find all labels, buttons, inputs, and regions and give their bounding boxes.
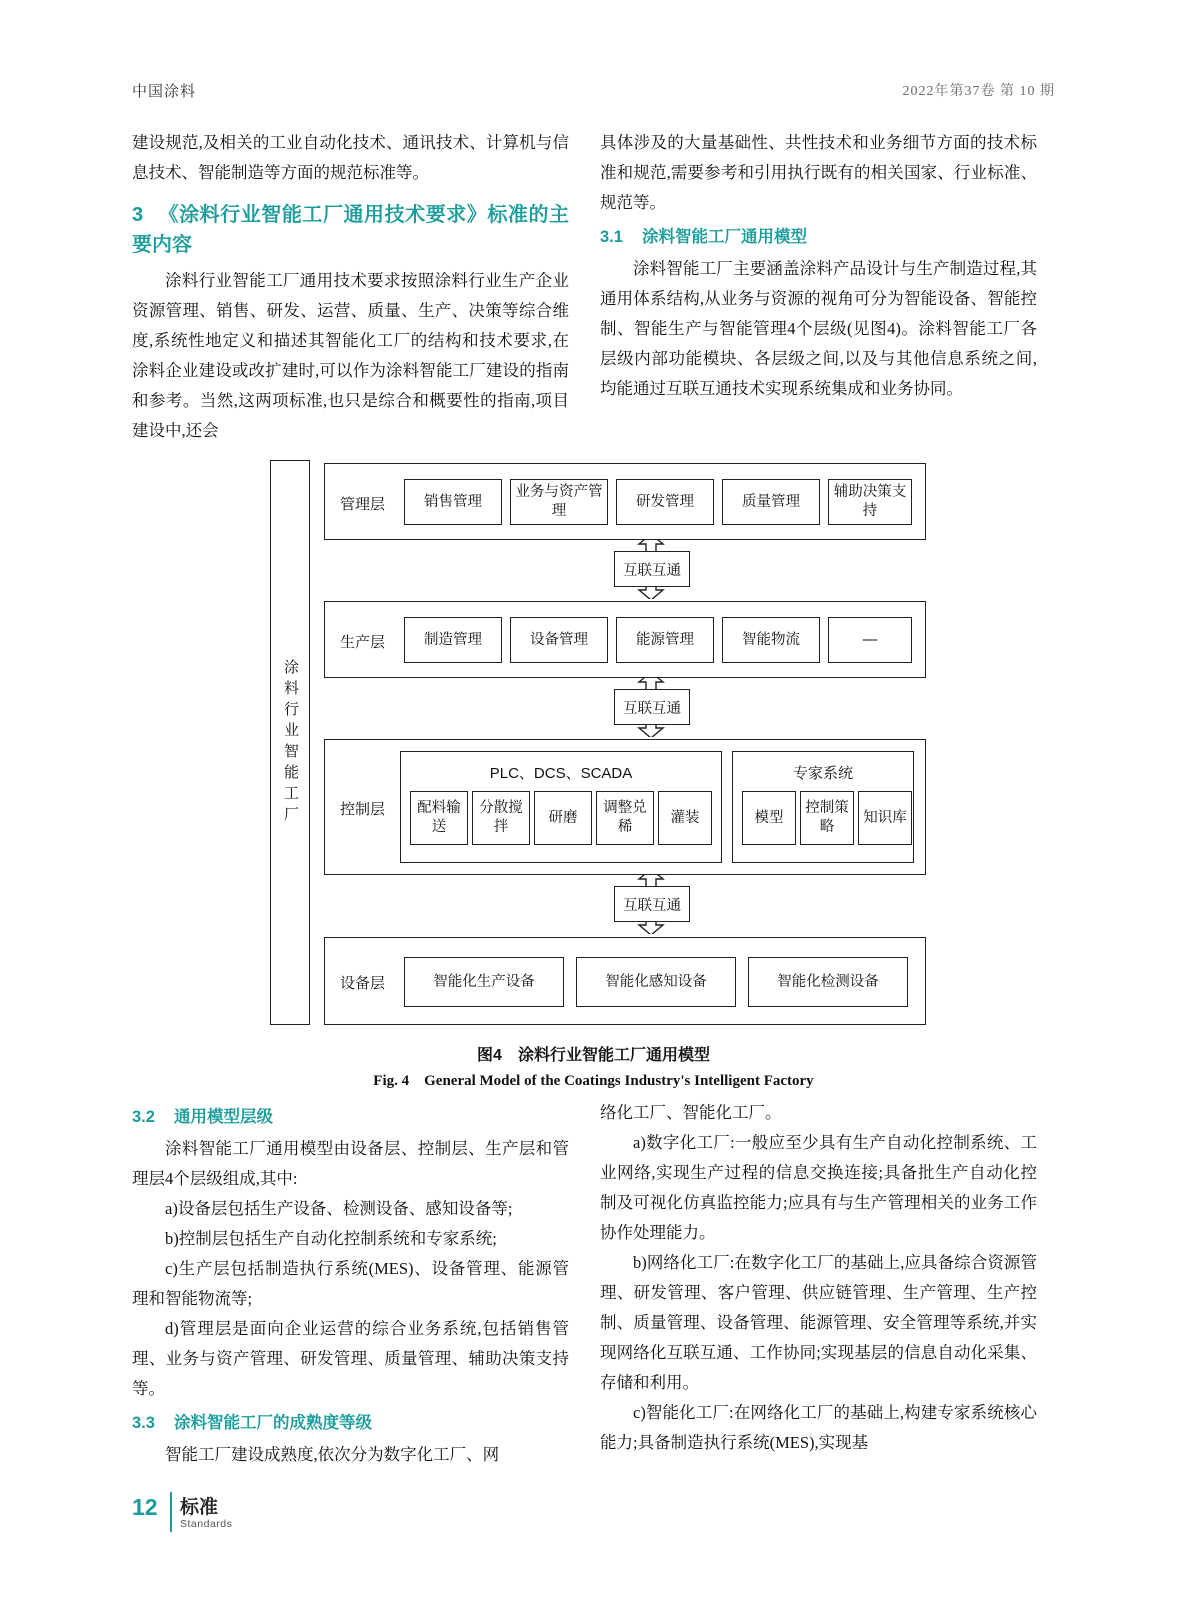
cell-management-1: 业务与资产管理	[510, 479, 608, 525]
cell-device-0: 智能化生产设备	[404, 957, 564, 1007]
bl-para-3: b)控制层包括生产自动化控制系统和专家系统;	[165, 1229, 497, 1248]
layer-control-label: 控制层	[340, 801, 386, 818]
figure-diagram	[132, 455, 1055, 1035]
cell-control-expert-0: 模型	[742, 791, 796, 845]
heading-3-2-text: 通用模型层级	[174, 1108, 273, 1126]
br-para-1: 络化工厂、智能化工厂。	[600, 1103, 782, 1122]
connector-label-2: 互联互通	[614, 689, 690, 725]
layer-management-label: 管理层	[340, 496, 386, 513]
figure-caption-cn: 图4 涂料行业智能工厂通用模型	[477, 1047, 710, 1064]
cell-control-plc-3: 调整兑稀	[596, 791, 654, 845]
figure-4	[132, 455, 1055, 1089]
heading-3-number: 3	[132, 204, 144, 226]
br-para-2: a)数字化工厂:一般应至少具有生产自动化控制系统、工业网络,实现生产过程的信息交换连接;具备批生产自动化控制及可视化仿真监控能力;应具有与生产管理相关的业务工作协作处理能力。	[600, 1133, 1037, 1242]
cell-device-1: 智能化感知设备	[576, 957, 736, 1007]
running-head	[132, 80, 1055, 114]
control-group-expert-title: 专家系统	[792, 765, 853, 782]
bl-para-2: a)设备层包括生产设备、检测设备、感知设备等;	[165, 1199, 513, 1218]
cell-production-2: 能源管理	[616, 617, 714, 663]
cell-production-0: 制造管理	[404, 617, 502, 663]
heading-3-1-number: 3.1	[600, 228, 623, 246]
right-para-2: 涂料智能工厂主要涵盖涂料产品设计与生产制造过程,其通用体系结构,从业务与资源的视角可分为智能设备、智能控制、智能生产与智能管理4个层级(见图4)。涂料智能工厂各层级内部功能模块、各层级之间,以及与其他信息系统之间,均能通过互联互通技术实现系统集成和业务协同。	[600, 259, 1037, 398]
vertical-band-intelligent-factory	[270, 460, 310, 1025]
heading-3-1	[600, 222, 1037, 252]
left-para-2: 涂料行业智能工厂通用技术要求按照涂料行业生产企业资源管理、销售、研发、运营、质量、生产、决策等综合维度,系统性地定义和描述其智能化工厂的结构和技术要求,在涂料企业建设或改扩建时,可以作为涂料智能工厂建设的指南和参考。当然,这两项标准,也只是综合和概要性的指南,项目建设中,还会	[132, 271, 569, 440]
cell-management-2: 研发管理	[616, 479, 714, 525]
cell-device-2: 智能化检测设备	[748, 957, 908, 1007]
heading-3	[132, 200, 569, 260]
cell-control-plc-2: 研磨	[534, 791, 592, 845]
left-column-bottom	[132, 1098, 569, 1470]
cell-production-4: —	[828, 617, 912, 663]
footer-section-cn: 标准	[180, 1497, 219, 1518]
left-para-1: 建设规范,及相关的工业自动化技术、通讯技术、计算机与信息技术、智能制造等方面的规范标准等。	[132, 133, 569, 182]
cell-control-plc-4: 灌装	[658, 791, 712, 845]
cell-production-1: 设备管理	[510, 617, 608, 663]
journal-name: 中国涂料	[132, 84, 197, 100]
control-group-plc-title: PLC、DCS、SCADA	[489, 765, 633, 782]
vertical-band-label: 涂料行业智能工厂	[282, 658, 299, 827]
cell-management-4: 辅助决策支持	[828, 479, 912, 525]
heading-3-1-text: 涂料智能工厂通用模型	[642, 228, 807, 246]
issue-info: 2022年第37卷 第 10 期	[902, 84, 1055, 99]
bl-para-6: 智能工厂建设成熟度,依次分为数字化工厂、网	[165, 1445, 500, 1464]
cell-control-plc-1: 分散搅拌	[472, 791, 530, 845]
bl-para-4: c)生产层包括制造执行系统(MES)、设备管理、能源管理和智能物流等;	[132, 1259, 569, 1308]
heading-3-3	[132, 1408, 569, 1438]
right-column-bottom	[600, 1098, 1037, 1458]
bl-para-5: d)管理层是面向企业运营的综合业务系统,包括销售管理、业务与资产管理、研发管理、质量管理、辅助决策支持等。	[132, 1319, 569, 1398]
cell-control-expert-2: 知识库	[858, 791, 912, 845]
figure-caption-en: Fig. 4 General Model of the Coatings Industry's Intelligent Factory	[373, 1073, 814, 1089]
bl-para-1: 涂料智能工厂通用模型由设备层、控制层、生产层和管理层4个层级组成,其中:	[132, 1139, 569, 1188]
heading-3-2	[132, 1102, 569, 1132]
figure-caption	[132, 1043, 1055, 1094]
br-para-4: c)智能化工厂:在网络化工厂的基础上,构建专家系统核心能力;具备制造执行系统(MES),实现基	[600, 1403, 1037, 1452]
heading-3-3-text: 涂料智能工厂的成熟度等级	[174, 1414, 372, 1432]
right-para-1: 具体涉及的大量基础性、共性技术和业务细节方面的技术标准和规范,需要参考和引用执行既有的相关国家、行业标准、规范等。	[600, 133, 1037, 212]
heading-3-3-number: 3.3	[132, 1414, 155, 1432]
footer-divider	[170, 1492, 172, 1532]
cell-production-3: 智能物流	[722, 617, 820, 663]
layer-device-label: 设备层	[340, 975, 386, 992]
connector-label-1: 互联互通	[614, 551, 690, 587]
right-column-top	[600, 128, 1037, 404]
left-column-top	[132, 128, 569, 446]
connector-label-3: 互联互通	[614, 886, 690, 922]
page-footer	[132, 1490, 432, 1540]
cell-management-0: 销售管理	[404, 479, 502, 525]
heading-3-2-number: 3.2	[132, 1108, 155, 1126]
layer-production-label: 生产层	[340, 634, 386, 651]
cell-management-3: 质量管理	[722, 479, 820, 525]
page-number: 12	[132, 1494, 158, 1520]
cell-control-expert-1: 控制策略	[800, 791, 854, 845]
cell-control-plc-0: 配料输送	[410, 791, 468, 845]
br-para-3: b)网络化工厂:在数字化工厂的基础上,应具备综合资源管理、研发管理、客户管理、供应链管理、生产管理、生产控制、质量管理、设备管理、能源管理、安全管理等系统,并实现网络化互联互通、工作协同;实现基层的信息自动化采集、存储和利用。	[600, 1253, 1037, 1392]
heading-3-text: 《涂料行业智能工厂通用技术要求》标准的主要内容	[132, 204, 569, 256]
footer-section-en: Standards	[180, 1518, 233, 1530]
